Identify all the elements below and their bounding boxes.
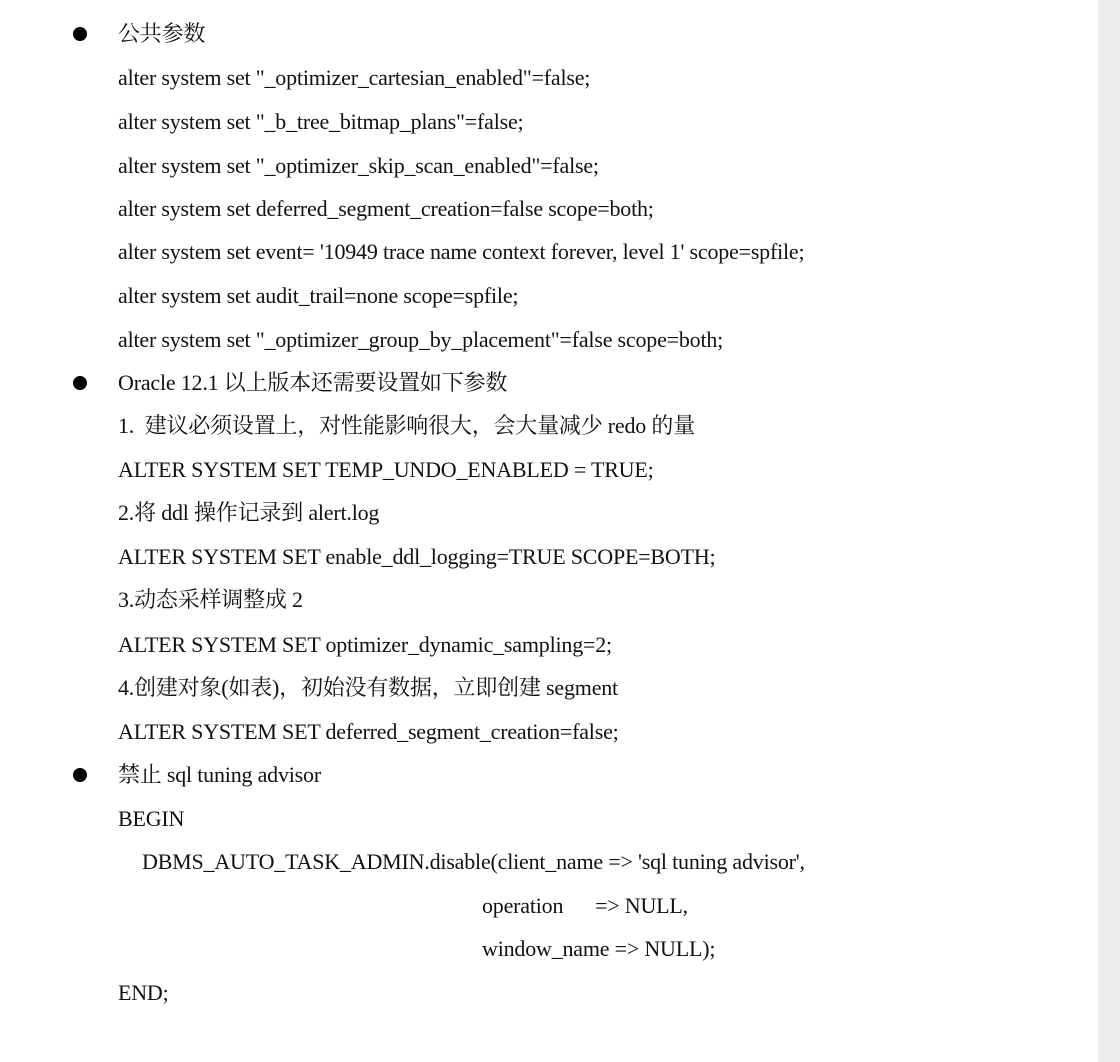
section-title-common-params: 公共参数 — [118, 21, 206, 46]
sql-line: alter system set event= '10949 trace name context forever, level 1' scope=spfile; — [118, 239, 805, 264]
code-line: BEGIN — [118, 806, 185, 831]
note-line: 2.将 ddl 操作记录到 alert.log — [118, 500, 380, 525]
code-line: operation => NULL, — [482, 893, 688, 918]
bullet-icon — [73, 27, 87, 41]
viewer-gutter — [1098, 0, 1120, 1062]
section-title-disable-sql-tuning: 禁止 sql tuning advisor — [118, 762, 321, 787]
code-line: END; — [118, 980, 169, 1005]
section-title-oracle-12-1: Oracle 12.1 以上版本还需要设置如下参数 — [118, 370, 508, 395]
note-line: 4.创建对象(如表)，初始没有数据，立即创建 segment — [118, 675, 618, 700]
bullet-icon — [73, 376, 87, 390]
sql-line: ALTER SYSTEM SET enable_ddl_logging=TRUE SCOPE=BOTH; — [118, 544, 716, 569]
code-line: window_name => NULL); — [482, 936, 716, 961]
sql-line: alter system set "_optimizer_skip_scan_enabled"=false; — [118, 153, 599, 178]
sql-line: alter system set deferred_segment_creation=false scope=both; — [118, 196, 654, 221]
sql-line: alter system set "_optimizer_cartesian_enabled"=false; — [118, 65, 591, 90]
code-line: DBMS_AUTO_TASK_ADMIN.disable(client_name => 'sql tuning advisor', — [142, 849, 805, 874]
sql-line: ALTER SYSTEM SET deferred_segment_creation=false; — [118, 719, 619, 744]
sql-line: alter system set "_b_tree_bitmap_plans"=false; — [118, 109, 524, 134]
bullet-icon — [73, 768, 87, 782]
note-line: 1. 建议必须设置上，对性能影响很大，会大量减少 redo 的量 — [118, 413, 695, 438]
sql-line: alter system set audit_trail=none scope=spfile; — [118, 283, 519, 308]
sql-line: ALTER SYSTEM SET TEMP_UNDO_ENABLED = TRUE; — [118, 457, 654, 482]
sql-line: ALTER SYSTEM SET optimizer_dynamic_sampling=2; — [118, 632, 612, 657]
note-line: 3.动态采样调整成 2 — [118, 587, 303, 612]
sql-line: alter system set "_optimizer_group_by_placement"=false scope=both; — [118, 327, 724, 352]
